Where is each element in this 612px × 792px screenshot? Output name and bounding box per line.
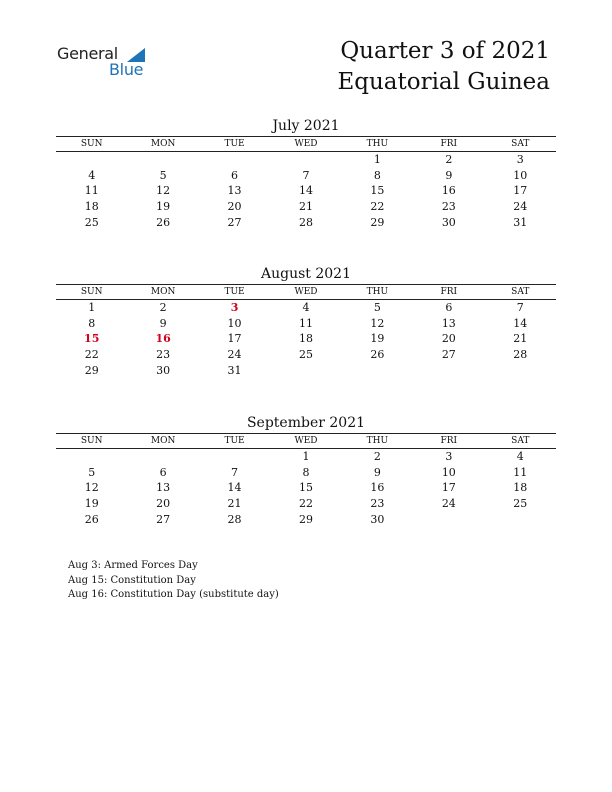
day-cell: 2 bbox=[373, 450, 381, 464]
day-cell: 3 bbox=[516, 153, 524, 167]
empty-day-cell bbox=[56, 449, 127, 465]
day-cell: 6 bbox=[445, 301, 453, 315]
day-cell: 19 bbox=[84, 497, 99, 511]
day-cell: 18 bbox=[513, 481, 528, 495]
day-cell: 6 bbox=[159, 465, 167, 479]
day-cell: 26 bbox=[370, 348, 385, 362]
logo-word-blue: Blue bbox=[109, 60, 144, 79]
day-cell: 13 bbox=[156, 481, 171, 495]
day-cell: 29 bbox=[84, 363, 99, 377]
day-cell: 26 bbox=[84, 512, 99, 526]
day-cell: 9 bbox=[373, 465, 381, 479]
holiday-note: Aug 15: Constitution Day bbox=[68, 574, 196, 586]
month-grid bbox=[56, 136, 556, 230]
day-cell: 29 bbox=[298, 512, 313, 526]
month-calendar bbox=[56, 116, 556, 230]
day-cell: 24 bbox=[441, 497, 456, 511]
day-cell: 2 bbox=[445, 153, 453, 167]
day-cell: 7 bbox=[302, 168, 310, 182]
day-cell: 1 bbox=[88, 301, 96, 315]
empty-day-cell bbox=[199, 152, 270, 168]
week-row bbox=[56, 152, 556, 168]
weekday-header: SAT bbox=[485, 285, 556, 300]
weekday-header: TUE bbox=[199, 137, 270, 152]
day-cell: 17 bbox=[513, 184, 528, 198]
page-title-line1: Quarter 3 of 2021 bbox=[340, 38, 550, 64]
week-row bbox=[56, 168, 556, 184]
logo-word-general: General bbox=[57, 44, 118, 63]
day-cell: 4 bbox=[302, 301, 310, 315]
day-cell: 23 bbox=[441, 200, 456, 214]
day-cell: 8 bbox=[88, 316, 96, 330]
weekday-header: TUE bbox=[199, 285, 270, 300]
day-cell: 5 bbox=[159, 168, 167, 182]
empty-day-cell bbox=[56, 152, 127, 168]
week-row bbox=[56, 496, 556, 512]
holiday-day-cell: 15 bbox=[84, 332, 100, 346]
weekday-header: TUE bbox=[199, 434, 270, 449]
day-cell: 22 bbox=[298, 497, 313, 511]
day-cell: 20 bbox=[156, 497, 171, 511]
week-row bbox=[56, 362, 556, 378]
day-cell: 6 bbox=[231, 168, 239, 182]
day-cell: 14 bbox=[227, 481, 242, 495]
week-row bbox=[56, 300, 556, 316]
day-cell: 11 bbox=[513, 465, 528, 479]
empty-day-cell bbox=[342, 362, 413, 378]
month-title: August 2021 bbox=[261, 266, 351, 282]
month-title: September 2021 bbox=[246, 415, 366, 431]
day-cell: 2 bbox=[159, 301, 167, 315]
day-cell: 16 bbox=[441, 184, 456, 198]
day-cell: 15 bbox=[298, 481, 313, 495]
day-cell: 18 bbox=[298, 332, 313, 346]
empty-day-cell bbox=[127, 152, 198, 168]
empty-day-cell bbox=[485, 362, 556, 378]
day-cell: 20 bbox=[227, 200, 242, 214]
day-cell: 27 bbox=[441, 348, 456, 362]
day-cell: 25 bbox=[84, 215, 99, 229]
weekday-header: MON bbox=[127, 434, 198, 449]
day-cell: 25 bbox=[298, 348, 313, 362]
month-calendar bbox=[56, 264, 556, 378]
week-row bbox=[56, 214, 556, 230]
empty-day-cell bbox=[485, 511, 556, 527]
day-cell: 11 bbox=[84, 184, 99, 198]
logo bbox=[57, 44, 167, 84]
day-cell: 1 bbox=[373, 153, 381, 167]
day-cell: 19 bbox=[156, 200, 171, 214]
holiday-note: Aug 16: Constitution Day (substitute day) bbox=[68, 589, 279, 600]
week-row bbox=[56, 347, 556, 363]
day-cell: 29 bbox=[370, 215, 385, 229]
page-title bbox=[337, 36, 550, 98]
day-cell: 10 bbox=[513, 168, 528, 182]
month-grid bbox=[56, 284, 556, 378]
day-cell: 27 bbox=[156, 512, 171, 526]
day-cell: 28 bbox=[227, 512, 242, 526]
day-cell: 9 bbox=[445, 168, 453, 182]
weekday-header: WED bbox=[270, 137, 341, 152]
weekday-header: SUN bbox=[56, 434, 127, 449]
day-cell: 7 bbox=[231, 465, 239, 479]
day-cell: 30 bbox=[156, 363, 171, 377]
weekday-header: FRI bbox=[413, 285, 484, 300]
weekday-header: SUN bbox=[56, 137, 127, 152]
month-grid bbox=[56, 433, 556, 527]
empty-day-cell bbox=[270, 152, 341, 168]
day-cell: 22 bbox=[370, 200, 385, 214]
day-cell: 30 bbox=[370, 512, 385, 526]
day-cell: 12 bbox=[84, 481, 99, 495]
week-row bbox=[56, 331, 556, 347]
day-cell: 13 bbox=[227, 184, 242, 198]
day-cell: 22 bbox=[84, 348, 99, 362]
day-cell: 4 bbox=[516, 450, 524, 464]
day-cell: 27 bbox=[227, 215, 242, 229]
day-cell: 14 bbox=[298, 184, 313, 198]
week-row bbox=[56, 511, 556, 527]
empty-day-cell bbox=[199, 449, 270, 465]
day-cell: 5 bbox=[373, 301, 381, 315]
day-cell: 18 bbox=[84, 200, 99, 214]
week-row bbox=[56, 183, 556, 199]
weekday-header: SUN bbox=[56, 285, 127, 300]
day-cell: 24 bbox=[227, 348, 242, 362]
day-cell: 28 bbox=[513, 348, 528, 362]
holiday-day-cell: 3 bbox=[230, 301, 239, 315]
empty-day-cell bbox=[413, 511, 484, 527]
day-cell: 8 bbox=[302, 465, 310, 479]
day-cell: 21 bbox=[298, 200, 313, 214]
day-cell: 24 bbox=[513, 200, 528, 214]
weekday-header: SAT bbox=[485, 137, 556, 152]
day-cell: 17 bbox=[441, 481, 456, 495]
day-cell: 9 bbox=[159, 316, 167, 330]
week-row bbox=[56, 316, 556, 332]
weekday-header: FRI bbox=[413, 137, 484, 152]
weekday-header: WED bbox=[270, 285, 341, 300]
weekday-header: SAT bbox=[485, 434, 556, 449]
day-cell: 28 bbox=[298, 215, 313, 229]
weekday-header: THU bbox=[342, 137, 413, 152]
day-cell: 17 bbox=[227, 332, 242, 346]
weekday-header: MON bbox=[127, 137, 198, 152]
holiday-notes bbox=[68, 559, 279, 603]
empty-day-cell bbox=[127, 449, 198, 465]
empty-day-cell bbox=[270, 362, 341, 378]
day-cell: 11 bbox=[298, 316, 313, 330]
month-calendar bbox=[56, 413, 556, 527]
day-cell: 21 bbox=[513, 332, 528, 346]
week-row bbox=[56, 199, 556, 215]
day-cell: 25 bbox=[513, 497, 528, 511]
day-cell: 13 bbox=[441, 316, 456, 330]
holiday-day-cell: 16 bbox=[155, 332, 171, 346]
day-cell: 19 bbox=[370, 332, 385, 346]
day-cell: 21 bbox=[227, 497, 242, 511]
day-cell: 31 bbox=[227, 363, 242, 377]
week-row bbox=[56, 449, 556, 465]
empty-day-cell bbox=[413, 362, 484, 378]
day-cell: 20 bbox=[441, 332, 456, 346]
day-cell: 8 bbox=[373, 168, 381, 182]
day-cell: 31 bbox=[513, 215, 528, 229]
weekday-header: MON bbox=[127, 285, 198, 300]
page-title-line2: Equatorial Guinea bbox=[337, 69, 550, 95]
day-cell: 10 bbox=[227, 316, 242, 330]
day-cell: 7 bbox=[516, 301, 524, 315]
day-cell: 12 bbox=[156, 184, 171, 198]
week-row bbox=[56, 480, 556, 496]
day-cell: 10 bbox=[441, 465, 456, 479]
day-cell: 5 bbox=[88, 465, 96, 479]
holiday-note: Aug 3: Armed Forces Day bbox=[68, 560, 198, 571]
day-cell: 3 bbox=[445, 450, 453, 464]
day-cell: 23 bbox=[370, 497, 385, 511]
day-cell: 15 bbox=[370, 184, 385, 198]
weekday-header: WED bbox=[270, 434, 341, 449]
day-cell: 12 bbox=[370, 316, 385, 330]
day-cell: 14 bbox=[513, 316, 528, 330]
week-row bbox=[56, 465, 556, 481]
day-cell: 23 bbox=[156, 348, 171, 362]
weekday-header: THU bbox=[342, 285, 413, 300]
weekday-header: THU bbox=[342, 434, 413, 449]
day-cell: 30 bbox=[441, 215, 456, 229]
weekday-header: FRI bbox=[413, 434, 484, 449]
day-cell: 1 bbox=[302, 450, 310, 464]
day-cell: 26 bbox=[156, 215, 171, 229]
month-title: July 2021 bbox=[272, 118, 340, 134]
day-cell: 16 bbox=[370, 481, 385, 495]
day-cell: 4 bbox=[88, 168, 96, 182]
